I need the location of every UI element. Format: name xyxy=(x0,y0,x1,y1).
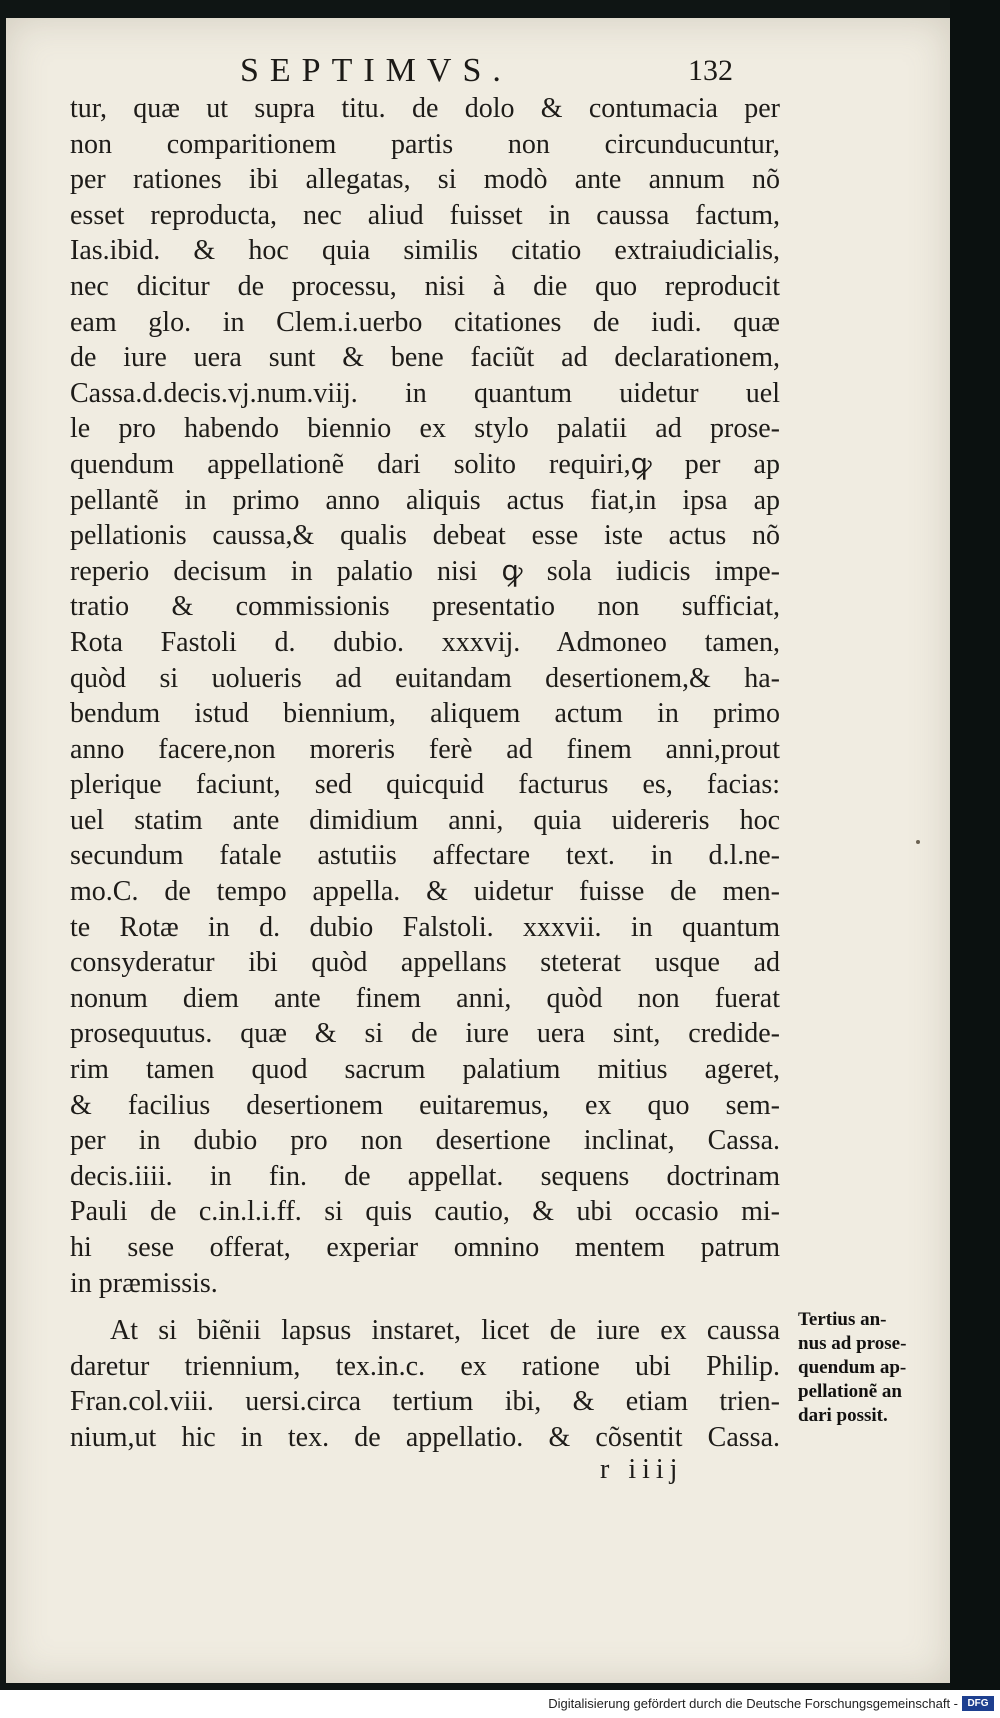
text-line: hi sese offerat, experiar omnino mentem patrum xyxy=(70,1232,780,1263)
text-line: Cassa.d.decis.vj.num.viij. in quantum uidetur uel xyxy=(70,377,780,409)
text-line: eam glo. in Clem.i.uerbo citationes de iudi. quæ xyxy=(70,306,780,338)
marginal-line: dari possit. xyxy=(798,1405,888,1426)
text-line: nonum diem ante finem anni, quòd non fuerat xyxy=(70,982,780,1014)
dfg-logo: DFG xyxy=(962,1696,994,1711)
text-line: decis.iiii. in fin. de appellat. sequens doctrinam xyxy=(70,1160,780,1192)
text-line: bendum istud biennium, aliquem actum in primo xyxy=(70,698,780,730)
text-line: Rota Fastoli d. dubio. xxxvij. Admoneo tamen, xyxy=(70,626,780,658)
funding-credit: Digitalisierung gefördert durch die Deutsche Forschungsgemeinschaft - xyxy=(548,1696,958,1711)
text-line: nium,ut hic in tex. de appellatio. & cõsentit Cassa. xyxy=(70,1421,780,1453)
text-line: non comparitionem partis non circunducuntur, xyxy=(70,128,780,160)
text-line: te Rotæ in d. dubio Falstoli. xxxvii. in quantum xyxy=(70,911,780,943)
text-line: At si biẽnii lapsus instaret, licet de iure ex caussa xyxy=(110,1315,780,1347)
text-line: daretur triennium, tex.in.c. ex ratione ubi Philip. xyxy=(70,1350,780,1382)
text-line: pellationis caussa,& qualis debeat esse iste actus nõ xyxy=(70,520,780,552)
marginal-line: quendum ap- xyxy=(798,1357,907,1378)
text-line: rim tamen quod sacrum palatium mitius ageret, xyxy=(70,1054,780,1086)
signature-mark: r iiij xyxy=(600,1454,684,1485)
text-line: quòd si uolueris ad euitandam desertionem,& ha- xyxy=(70,662,780,694)
text-line: in præmissis. xyxy=(70,1267,218,1299)
marginal-line: nus ad prose- xyxy=(798,1333,907,1354)
paragraph-gap xyxy=(70,1301,780,1313)
text-line: anno facere,non moreris ferè ad finem anni,prout xyxy=(70,733,780,765)
running-title: SEPTIMVS. xyxy=(240,52,512,89)
text-line: Pauli de c.in.l.i.ff. si quis cautio, & ubi occasio mi- xyxy=(70,1196,780,1228)
text-line: uel statim ante dimidium anni, quia uidereris hoc xyxy=(70,804,780,836)
text-line: per rationes ibi allegatas, si modò ante annum nõ xyxy=(70,164,780,196)
marginal-line: pellationẽ an xyxy=(798,1381,902,1402)
text-line: plerique faciunt, sed quicquid facturus es, facias: xyxy=(70,769,780,801)
text-line: esset reproducta, nec aliud fuisset in caussa factum, xyxy=(70,199,780,231)
page-number: 132 xyxy=(688,54,733,87)
text-line: prosequutus. quæ & si de iure uera sint, credide- xyxy=(70,1018,780,1050)
text-line: per in dubio pro non desertione inclinat, Cassa. xyxy=(70,1125,780,1157)
text-line: tratio & commissionis presentatio non sufficiat, xyxy=(70,591,780,623)
text-line: nec dicitur de processu, nisi à die quo reproducit xyxy=(70,270,780,302)
scan-background xyxy=(950,0,1000,1690)
text-line: quendum appellationẽ dari solito requiri,ꝙ per ap xyxy=(70,448,780,480)
main-text xyxy=(70,91,780,1456)
text-line: reperio decisum in palatio nisi ꝙ sola iudicis impe- xyxy=(70,555,780,587)
digitization-footer xyxy=(0,1690,1000,1718)
text-line: le pro habendo biennio ex stylo palatii ad prose- xyxy=(70,413,780,445)
text-line: tur, quæ ut supra titu. de dolo & contumacia per xyxy=(70,93,780,124)
text-line: consyderatur ibi quòd appellans steterat usque ad xyxy=(70,947,780,979)
marginal-note xyxy=(798,1308,948,1428)
text-line: de iure uera sunt & bene faciũt ad declarationem, xyxy=(70,342,780,374)
running-head xyxy=(240,52,760,92)
text-line: pellantẽ in primo anno aliquis actus fiat,in ipsa ap xyxy=(70,484,780,516)
paper-speck xyxy=(916,840,920,844)
text-line: & facilius desertionem euitaremus, ex quo sem- xyxy=(70,1089,780,1121)
marginal-line: Tertius an- xyxy=(798,1309,887,1330)
text-line: Fran.col.viii. uersi.circa tertium ibi, & etiam trien- xyxy=(70,1386,780,1418)
text-line: secundum fatale astutiis affectare text. in d.l.ne- xyxy=(70,840,780,872)
text-line: Ias.ibid. & hoc quia similis citatio extraiudicialis, xyxy=(70,235,780,267)
text-line: mo.C. de tempo appella. & uidetur fuisse de men- xyxy=(70,876,780,908)
